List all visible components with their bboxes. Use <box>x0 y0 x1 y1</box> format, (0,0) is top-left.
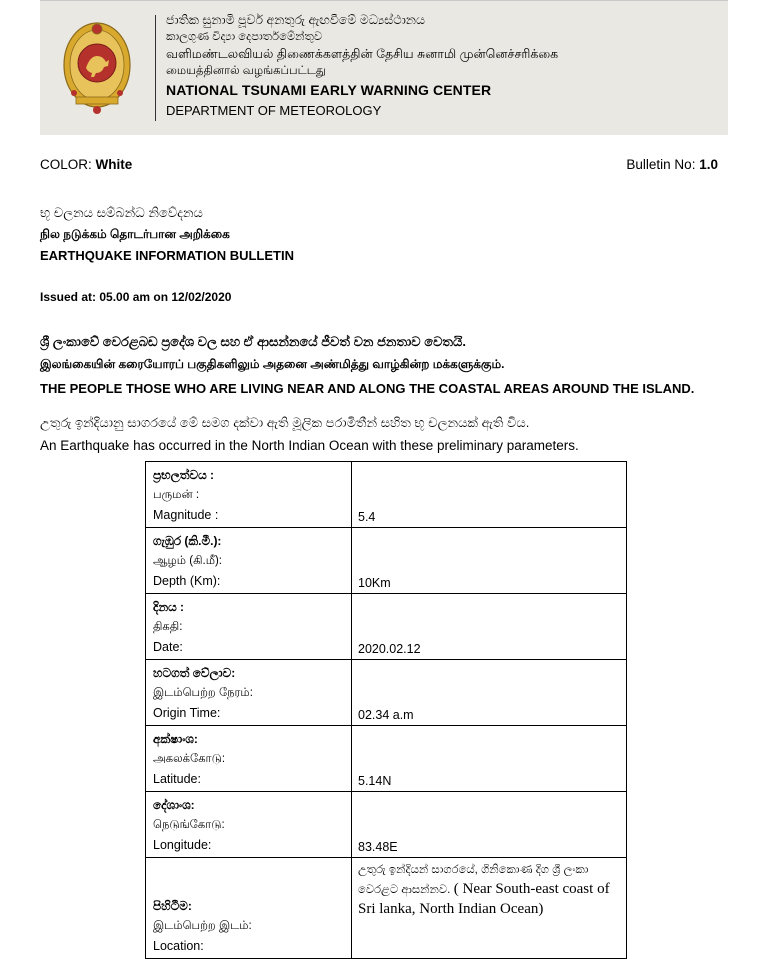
parameter-label-english: Depth (Km): <box>153 574 221 588</box>
parameter-label-cell <box>146 660 352 726</box>
parameter-value: 2020.02.12 <box>352 594 627 660</box>
parameter-label-english: Longitude: <box>153 838 212 852</box>
center-name-english: NATIONAL TSUNAMI EARLY WARNING CENTER <box>166 82 492 98</box>
parameter-label-english: Date: <box>153 640 183 654</box>
parameter-label-tamil: திகதி: <box>153 621 183 633</box>
color-status <box>40 157 132 172</box>
parameter-row <box>146 660 627 726</box>
parameter-label-sinhala: දේශාංශ: <box>153 798 195 812</box>
parameter-label-sinhala: ගැඹුර (කි.මී.): <box>153 534 222 548</box>
parameter-row <box>146 528 627 594</box>
parameter-label-cell <box>146 594 352 660</box>
department-name-sinhala: කාලගුණ විද්‍යා දෙපාර්තමේන්තුව <box>166 31 323 43</box>
parameter-value: 02.34 a.m <box>352 660 627 726</box>
parameter-label-tamil: பருமன் : <box>153 489 200 501</box>
parameter-label-tamil: நெடுங்கோடு: <box>153 819 225 831</box>
department-name-english: DEPARTMENT OF METEOROLOGY <box>166 103 382 118</box>
title-tamil: நில நடுக்கம் தொடர்பான அறிக்கை <box>40 227 230 241</box>
letterhead <box>40 0 728 135</box>
center-name-sinhala: ජාතික සුනාමි පූර්ව අනතුරු ඇඟවීමේ මධ්‍යස්ථානය <box>166 13 425 27</box>
title-sinhala: භූ චලනය සම්බන්ධ නිවේදනය <box>40 205 203 220</box>
parameter-value: 10Km <box>352 528 627 594</box>
audience-sinhala: ශ්‍රී ලංකාවේ වෙරළබඩ ප්‍රදේශ වල සහ ඒ ආසන්නයේ ජීවත් වන ජනතාව වෙතයි. <box>40 334 466 349</box>
parameter-label-cell <box>146 726 352 792</box>
location-value-english: ( Near South-east coast of Sri lanka, North Indian Ocean) <box>358 881 610 917</box>
parameter-label-english: Origin Time: <box>153 706 221 720</box>
parameter-label-english: Magnitude : <box>153 508 219 522</box>
color-label: COLOR: <box>40 157 92 172</box>
location-value-cell <box>352 858 627 959</box>
location-value-sinhala: උතුරු ඉන්දියන් සාගරයේ, ගිනිකොණ දිග ශ්‍රී ලංකා වෙරළට ආසන්නව. <box>358 864 589 896</box>
parameter-label-cell <box>146 528 352 594</box>
parameter-row <box>146 462 627 528</box>
audience-english: THE PEOPLE THOSE WHO ARE LIVING NEAR AND ALONG THE COASTAL AREAS AROUND THE ISLAND. <box>40 381 695 396</box>
earthquake-parameters-table <box>145 461 627 959</box>
center-name-tamil: வளிமண்டலவியல் திணைக்களத்தின் தேசிய சுனாமி முன்னெச்சரிக்கை <box>166 47 559 61</box>
bulletin-label: Bulletin No: <box>626 157 696 172</box>
color-value: White <box>95 157 133 172</box>
issuer-tamil: மையத்தினால் வழங்கப்பட்டது <box>166 65 326 77</box>
intro-english: An Earthquake has occurred in the North Indian Ocean with these preliminary parameters. <box>40 438 579 453</box>
parameter-value: 5.4 <box>352 462 627 528</box>
title-english: EARTHQUAKE INFORMATION BULLETIN <box>40 248 294 263</box>
location-label-sinhala: පිහිටීම: <box>153 899 192 913</box>
parameter-row <box>146 594 627 660</box>
parameter-value: 5.14N <box>352 726 627 792</box>
parameter-label-sinhala: දිනය : <box>153 600 185 614</box>
header-text <box>166 11 558 120</box>
issued-time: Issued at: 05.00 am on 12/02/2020 <box>40 290 232 304</box>
parameter-label-sinhala: හටගත් වේලාව: <box>153 666 236 680</box>
parameter-label-sinhala: ප්‍රභලත්වය : <box>153 468 215 482</box>
location-row <box>146 858 627 959</box>
bulletin-value: 1.0 <box>699 157 718 172</box>
audience-tamil: இலங்கையின் கரையோரப் பகுதிகளிலும் அதனை அண்மித்து வாழ்கின்ற மக்களுக்கும். <box>40 357 505 371</box>
bulletin-number <box>626 157 718 172</box>
parameter-label-tamil: அகலக்கோடு: <box>153 753 226 765</box>
parameter-value: 83.48E <box>352 792 627 858</box>
parameter-label-cell <box>146 792 352 858</box>
parameter-label-tamil: இடம்பெற்ற நேரம்: <box>153 687 253 699</box>
header-divider <box>155 15 156 121</box>
location-label-cell <box>146 858 352 959</box>
parameter-label-sinhala: අක්ෂාංශ: <box>153 732 198 746</box>
location-label-tamil: இடம்பெற்ற இடம்: <box>153 920 252 932</box>
parameter-row <box>146 792 627 858</box>
sri-lanka-emblem-icon <box>62 13 132 118</box>
parameter-row <box>146 726 627 792</box>
parameter-label-english: Latitude: <box>153 772 201 786</box>
parameter-label-tamil: ஆழம் (கி.மீ): <box>153 555 223 567</box>
parameter-label-cell <box>146 462 352 528</box>
intro-sinhala: උතුරු ඉන්දියානු සාගරයේ මේ සමග දක්වා ඇති මූලික පරාමිතීන් සහිත භූ චලනයක් ඇති විය. <box>40 415 530 430</box>
location-label-english: Location: <box>153 939 204 953</box>
